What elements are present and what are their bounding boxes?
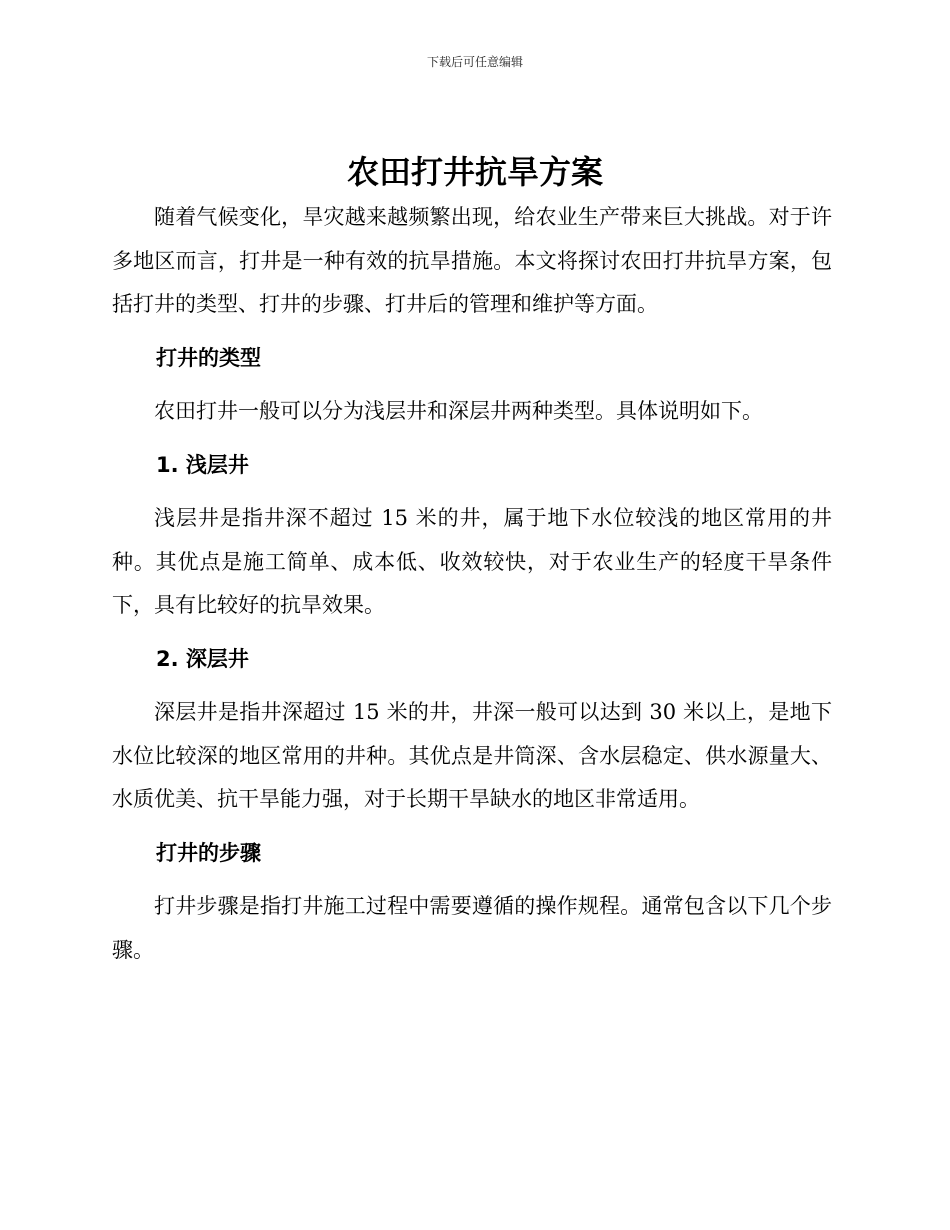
subheading-shallow-well: 1. 浅层井 xyxy=(156,452,249,477)
document-body xyxy=(112,196,832,972)
types-intro-paragraph: 农田打井一般可以分为浅层井和深层井两种类型。具体说明如下。 xyxy=(154,399,763,423)
deep-well-paragraph: 深层井是指井深超过 15 米的井，井深一般可以达到 30 米以上，是地下水位比较深的地区常用的井种。其优点是井筒深、含水层稳定、供水源量大、水质优美、抗干旱能力强，对于长期干旱缺水的地区非常适用。 xyxy=(112,700,832,811)
page-header-note: 下载后可任意编辑 xyxy=(426,55,523,69)
intro-paragraph: 随着气候变化，旱灾越来越频繁出现，给农业生产带来巨大挑战。对于许多地区而言，打井是一种有效的抗旱措施。本文将探讨农田打井抗旱方案，包括打井的类型、打井的步骤、打井后的管理和维护等方面。 xyxy=(112,205,832,316)
steps-intro-paragraph: 打井步骤是指打井施工过程中需要遵循的操作规程。通常包含以下几个步骤。 xyxy=(112,894,832,962)
section-heading-steps: 打井的步骤 xyxy=(156,840,261,865)
document-title: 农田打井抗旱方案 xyxy=(346,153,603,191)
shallow-well-paragraph: 浅层井是指井深不超过 15 米的井，属于地下水位较浅的地区常用的井种。其优点是施工简单、成本低、收效较快，对于农业生产的轻度干旱条件下，具有比较好的抗旱效果。 xyxy=(112,506,832,617)
section-heading-types: 打井的类型 xyxy=(156,345,261,370)
subheading-deep-well: 2. 深层井 xyxy=(156,646,249,671)
